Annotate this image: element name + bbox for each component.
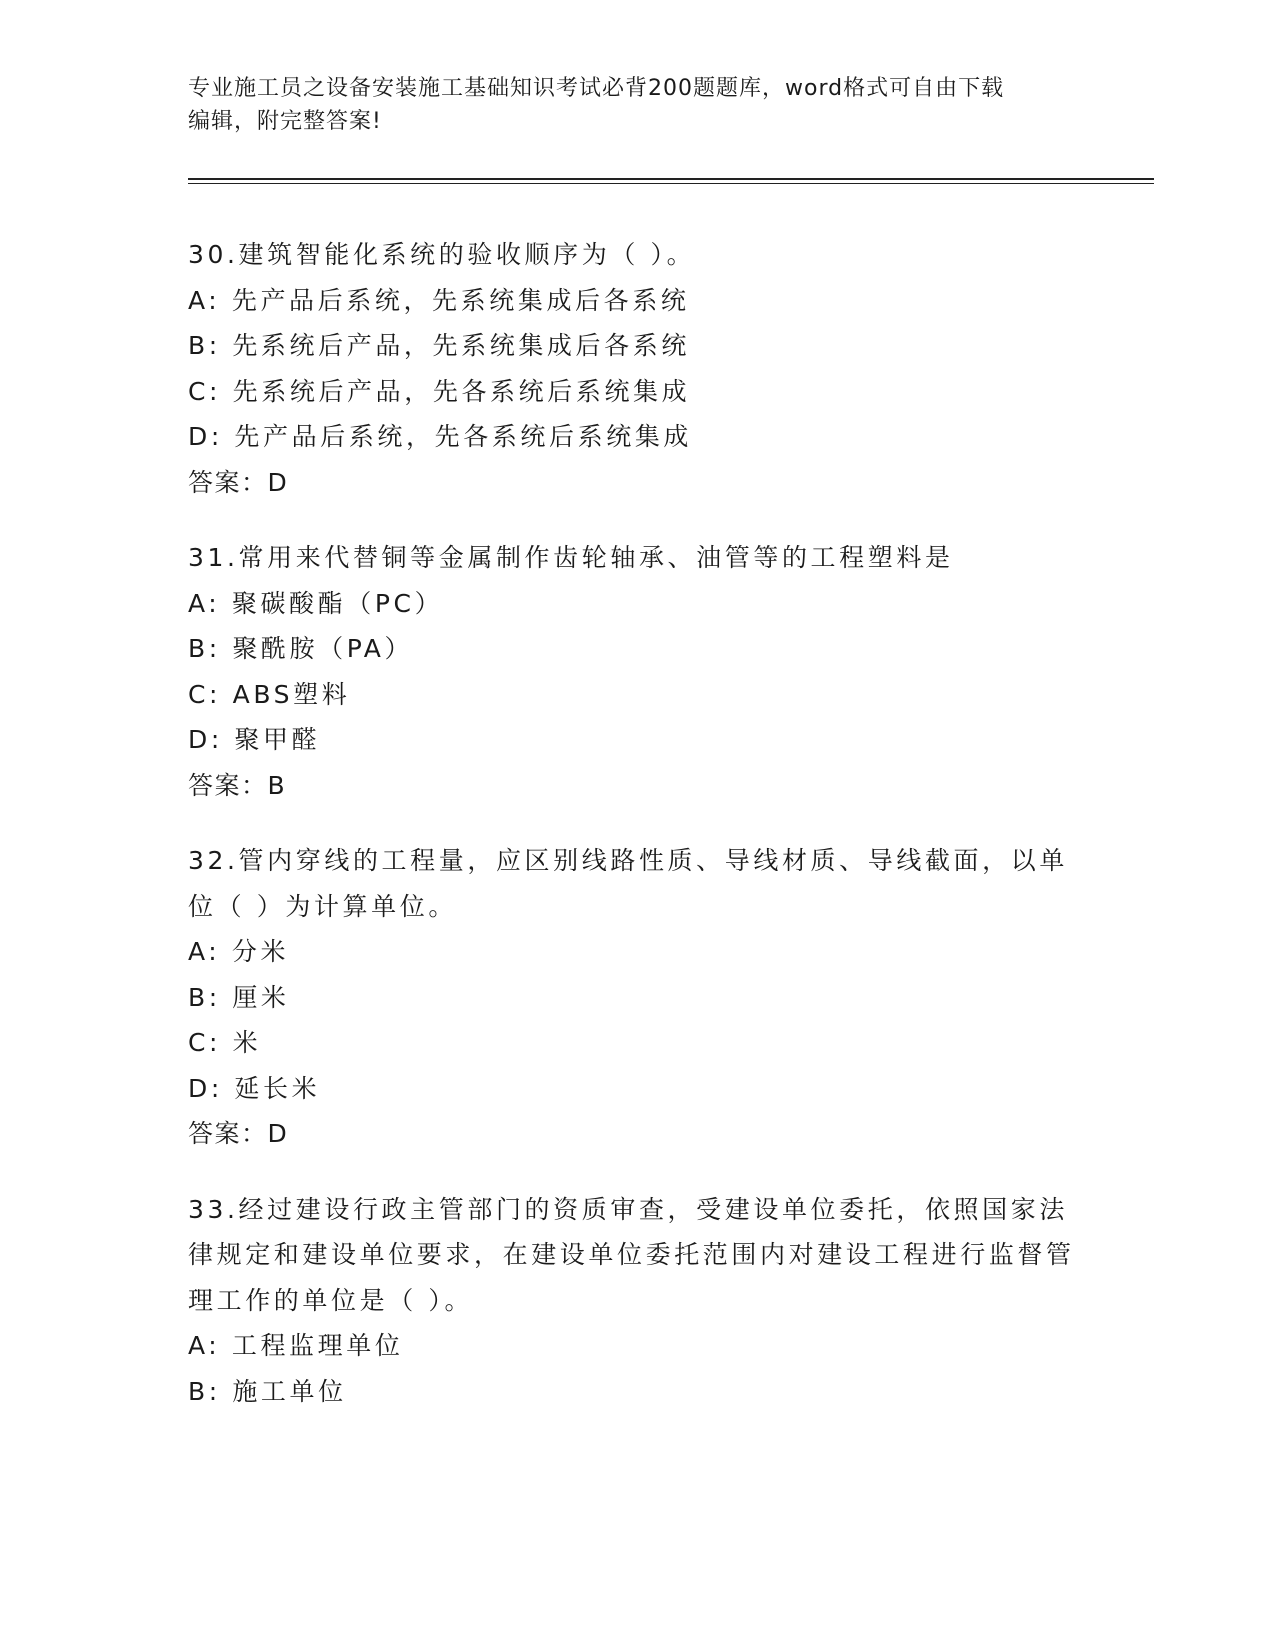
option-c: [188, 369, 1088, 415]
option-d: [188, 717, 1088, 763]
option-a: [188, 278, 1088, 324]
question-30: [188, 232, 1088, 505]
option-text: 先系统后产品，先系统集成后各系统: [232, 331, 690, 360]
option-a: [188, 581, 1088, 627]
option-text: 工程监理单位: [231, 1331, 404, 1360]
option-b: [188, 323, 1088, 369]
option-key: B:: [188, 982, 221, 1012]
answer-line: 答案：D: [188, 467, 289, 497]
option-text: 先产品后系统，先系统集成后各系统: [231, 285, 690, 315]
option-c: [188, 672, 1088, 718]
answer-line: 答案：B: [188, 770, 287, 800]
option-key: B:: [188, 1376, 221, 1406]
question-32: [188, 838, 1088, 1157]
option-text: ABS塑料: [232, 679, 351, 709]
option-key: C:: [188, 679, 222, 709]
question-stem: 30.建筑智能化系统的验收顺序为（ ）。: [188, 240, 696, 269]
option-a: [188, 929, 1088, 975]
option-key: D:: [188, 725, 223, 754]
option-c: [188, 1020, 1088, 1066]
option-a: [188, 1323, 1088, 1369]
header-divider: [188, 178, 1154, 184]
option-text: 分米: [231, 937, 290, 966]
option-d: [188, 414, 1088, 460]
document-header: [188, 72, 1088, 138]
option-key: D:: [188, 422, 223, 451]
option-key: C:: [188, 1028, 222, 1057]
answer-line: 答案：D: [188, 1119, 289, 1148]
option-b: [188, 1369, 1088, 1415]
option-key: B:: [188, 331, 221, 360]
question-stem: 33.经过建设行政主管部门的资质审查，受建设单位委托，依照国家法律规定和建设单位要求，在建设单位委托范围内对建设工程进行监督管理工作的单位是（ ）。: [188, 1194, 1075, 1315]
option-text: 延长米: [234, 1073, 321, 1103]
option-text: 先产品后系统，先各系统后系统集成: [234, 422, 693, 451]
option-b: [188, 626, 1088, 672]
option-b: [188, 975, 1088, 1021]
header-title-line-2: 编辑，附完整答案!: [188, 109, 382, 134]
question-31: [188, 535, 1088, 808]
option-text: 施工单位: [232, 1376, 347, 1406]
question-stem: 31.常用来代替铜等金属制作齿轮轴承、油管等的工程塑料是: [188, 543, 954, 572]
option-text: 聚碳酸酯（PC）: [231, 588, 444, 618]
option-text: 厘米: [232, 982, 290, 1012]
question-33: [188, 1187, 1088, 1415]
option-key: C:: [188, 376, 222, 406]
option-d: [188, 1066, 1088, 1112]
option-key: A:: [188, 588, 221, 618]
header-title-line-1: 专业施工员之设备安装施工基础知识考试必背200题题库，word格式可自由下载: [188, 76, 1005, 101]
question-list: [188, 232, 1088, 1444]
option-key: D:: [188, 1073, 223, 1103]
option-key: B:: [188, 634, 221, 663]
option-text: 米: [232, 1028, 262, 1057]
option-key: A:: [188, 1331, 221, 1360]
option-text: 聚酰胺（PA）: [232, 634, 414, 663]
option-text: 聚甲醛: [234, 725, 321, 754]
option-key: A:: [188, 937, 221, 966]
option-text: 先系统后产品，先各系统后系统集成: [232, 376, 691, 406]
option-key: A:: [188, 285, 221, 315]
question-stem: 32.管内穿线的工程量，应区别线路性质、导线材质、导线截面，以单位（ ）为计算单位。: [188, 846, 1068, 921]
